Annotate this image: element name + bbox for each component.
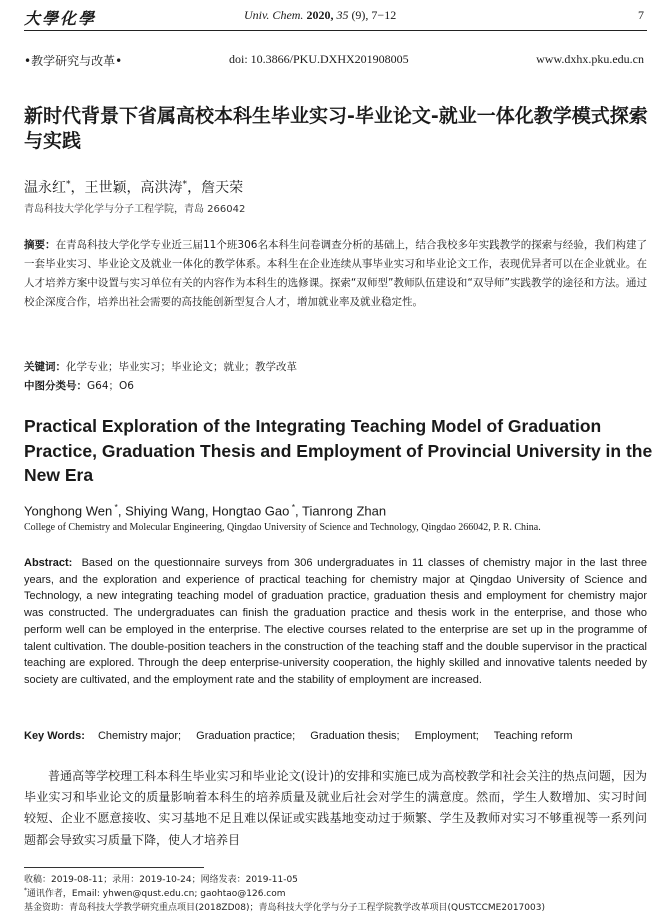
keywords-text: 化学专业；毕业实习；毕业论文；就业；教学改革 bbox=[66, 361, 297, 373]
keywords-label: 关键词： bbox=[24, 361, 66, 373]
journal-volume: 35 bbox=[336, 8, 349, 22]
english-keywords bbox=[24, 730, 585, 742]
corresponding-mark: * bbox=[112, 502, 118, 512]
english-abstract bbox=[24, 555, 647, 689]
keyword: Graduation practice; bbox=[196, 730, 296, 742]
abstract-text: Based on the questionnaire surveys from 306 undergraduates in 11 classes of chemistry major in the last three years, and the exploration and experience of practical teaching for chemistry major at Qingdao University of Science and Technology, a new integrating teaching model of graduation practice, graduation thesis and employment for chemistry major was constructed. The undergraduates can finish the graduation practice and thesis work in the enterprise, and those who perform well can be employed in the enterprise. The elective courses related to the enterprise are set up in the programme of talent cultivation. The double-position teachers in the construction of the teaching staff and the double supervisor in the practical teaching are explored. Through the deep enterprise-university cooperation, the highly skilled and innovative talents needed by society are cultivated, and the employment rate and the stability of employment are increased. bbox=[24, 557, 647, 686]
author-name: 温永红 bbox=[24, 180, 66, 196]
chinese-authors: 温永红*，王世颖，高洪涛*，詹天荣 bbox=[24, 179, 244, 196]
keyword: Graduation thesis; bbox=[310, 730, 400, 742]
english-affiliation: College of Chemistry and Molecular Engineering, Qingdao University of Science and Technology, Qingdao 266042, P. R. China. bbox=[24, 522, 541, 533]
keyword: Teaching reform bbox=[493, 730, 573, 742]
keywords-label: Key Words: bbox=[24, 730, 85, 742]
doi[interactable]: doi: 10.3866/PKU.DXHX201908005 bbox=[229, 52, 409, 66]
section-label: •教学研究与改革• bbox=[24, 54, 123, 68]
classification-label: 中图分类号： bbox=[24, 380, 87, 392]
author-name: 王世颖 bbox=[84, 180, 127, 196]
journal-issue-pages: (9), 7−12 bbox=[348, 8, 397, 22]
corresponding-mark: * bbox=[289, 502, 296, 512]
chinese-affiliation: 青岛科技大学化学与分子工程学院，青岛 266042 bbox=[24, 204, 246, 215]
author-name: 詹天荣 bbox=[201, 180, 244, 196]
abstract-text: 在青岛科技大学化学专业近三届11个班306名本科生问卷调查分析的基础上，结合我校多年实践教学的探索与经验，我们构建了一套毕业实习、毕业论文及就业一体化的教学体系。本科生在企业连续从事毕业实习和毕业论文工作，表现优异者可以在企业就业。在人才培养方案中设置与实习单位有关的内容作为本科生的选修课。探索“双师型”教师队伍建设和“双导师”实践教学的途径和方法。通过校企深度合作，培养出社会需要的高技能创新型复合人才，增加就业率及就业稳定性。 bbox=[24, 239, 648, 308]
footnote-rule bbox=[24, 867, 204, 868]
abstract-label: Abstract: bbox=[24, 557, 73, 569]
footnote-corresponding bbox=[24, 886, 286, 899]
author-name: Tianrong Zhan bbox=[302, 503, 387, 519]
journal-citation bbox=[244, 8, 396, 23]
english-authors: Yonghong Wen *, Shiying Wang, Hongtao Gao *, Tianrong Zhan bbox=[24, 502, 387, 519]
author-name: Shiying Wang bbox=[125, 503, 205, 519]
classification-value: G64；O6 bbox=[87, 380, 134, 392]
footnote-funding: 基金资助：青岛科技大学教学研究重点项目(2018ZD08)；青岛科技大学化学与分子工程学院教学改革项目(QUSTCCME2017003) bbox=[24, 903, 545, 913]
body-paragraph: 普通高等学校理工科本科生毕业实习和毕业论文(设计)的安排和实施已成为高校教学和社会关注的热点问题，因为毕业实习和毕业论文的质量影响着本科生的培养质量及就业后社会对学生的满意度。然而，学生人数增加、实习时间较短、企业不愿意接收、实习基地不足且难以保证或实践基地变动过于频繁、学生及教师对实习不够重视等一系列问题都会导致实习质量下降，使人才培养目 bbox=[24, 769, 647, 847]
classification-number bbox=[24, 378, 134, 393]
chinese-abstract bbox=[24, 236, 647, 312]
footnote-email: 通讯作者，Email: yhwen@qust.edu.cn; gaohtao@126.com bbox=[26, 889, 286, 899]
author-name: Hongtao Gao bbox=[212, 503, 290, 519]
page-number: 7 bbox=[638, 8, 644, 22]
footnote-dates: 收稿：2019-08-11；录用：2019-10-24；网络发表：2019-11-05 bbox=[24, 875, 298, 885]
author-name: 高洪涛 bbox=[140, 180, 183, 196]
website-link[interactable]: www.dxhx.pku.edu.cn bbox=[536, 52, 644, 66]
keyword: Chemistry major; bbox=[97, 730, 182, 742]
corresponding-mark: * bbox=[24, 888, 27, 894]
corresponding-mark: * bbox=[182, 179, 188, 190]
chinese-title: 新时代背景下省属高校本科生毕业实习-毕业论文-就业一体化教学模式探索与实践 bbox=[24, 105, 648, 152]
keyword: Employment; bbox=[414, 730, 479, 742]
journal-abbrev: Univ. Chem. bbox=[244, 8, 304, 22]
journal-year: 2020, bbox=[306, 8, 334, 22]
author-name: Yonghong Wen bbox=[24, 503, 113, 519]
corresponding-mark: * bbox=[66, 179, 71, 190]
english-title: Practical Exploration of the Integrating Teaching Model of Graduation Practice, Graduation Thesis and Employment of Provincial University in the New Era bbox=[24, 416, 653, 485]
header-rule bbox=[24, 30, 647, 31]
chinese-keywords bbox=[24, 359, 297, 374]
journal-logo: 大學化學 bbox=[24, 9, 97, 28]
abstract-label: 摘要： bbox=[24, 239, 56, 251]
